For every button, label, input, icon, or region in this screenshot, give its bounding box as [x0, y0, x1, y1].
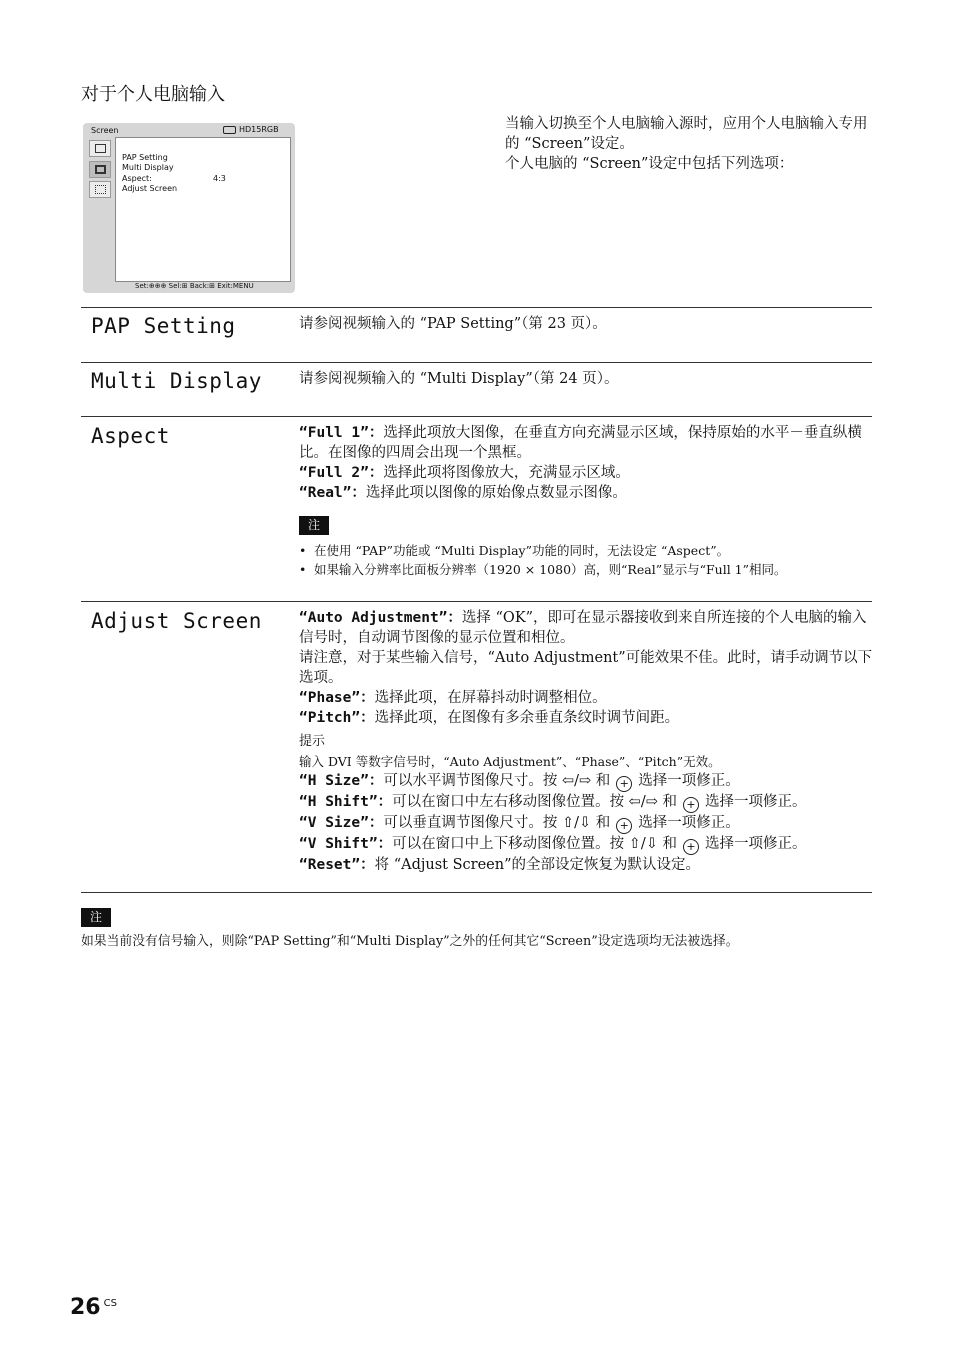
intro-line-1: 当输入切换至个人电脑输入源时，应用个人电脑输入专用的 “Screen”设定。: [505, 116, 868, 152]
desc-adjust-screen: [299, 608, 874, 875]
intro-line-2: 个人电脑的 “Screen”设定中包括下列选项：: [505, 156, 794, 172]
setup-menu-icon: [89, 181, 111, 198]
page-suffix: CS: [103, 1297, 117, 1309]
osd-screen-figure: [83, 123, 295, 293]
term-pap-setting: PAP Setting: [91, 314, 236, 338]
intro-text: [505, 114, 875, 174]
osd-item-multi-display: Multi Display: [122, 163, 174, 172]
aspect-real: “Real”：选择此项以图像的原始像点数显示图像。: [299, 485, 627, 501]
input-icon: [223, 126, 236, 134]
adjust-auto: “Auto Adjustment”：选择 “OK”，即可在显示器接收到来自所连接的个人电脑的输入信号时，自动调节图像的显示位置和相位。: [299, 610, 867, 646]
term-multi-display: Multi Display: [91, 369, 262, 393]
note-badge: 注: [299, 516, 329, 535]
aspect-notes: [299, 541, 874, 579]
enter-button-icon: +: [616, 776, 632, 792]
adjust-phase: “Phase”：选择此项，在屏幕抖动时调整相位。: [299, 690, 607, 706]
screen-menu-icon: [89, 161, 111, 178]
desc-multi-display: 请参阅视频输入的 “Multi Display”（第 24 页）。: [299, 371, 619, 387]
osd-title: Screen: [91, 126, 119, 135]
adjust-reset: “Reset”：将 “Adjust Screen”的全部设定恢复为默认设定。: [299, 857, 700, 873]
desc-aspect: [299, 423, 874, 579]
osd-item-aspect: Aspect:: [122, 174, 152, 183]
term-aspect: Aspect: [91, 424, 170, 448]
adjust-h-size: “H Size”：可以水平调节图像尺寸。按 ⇦/⇨ 和 + 选择一项修正。: [299, 773, 740, 790]
adjust-v-size: “V Size”：可以垂直调节图像尺寸。按 ⇧/⇩ 和 + 选择一项修正。: [299, 815, 740, 832]
divider: [81, 416, 872, 417]
osd-item-adjust-screen: Adjust Screen: [122, 184, 178, 193]
osd-item-pap-setting: PAP Setting: [122, 153, 168, 162]
divider: [81, 362, 872, 363]
adjust-h-shift: “H Shift”：可以在窗口中左右移动图像位置。按 ⇦/⇨ 和 + 选择一项修正。: [299, 794, 807, 811]
bottom-note: [81, 906, 111, 927]
tip-text: 输入 DVI 等数字信号时，“Auto Adjustment”、“Phase”、“Pitch”无效。: [299, 754, 721, 769]
list-item: • 如果输入分辨率比面板分辨率（1920 × 1080）高，则“Real”显示与“Full 1”相同。: [299, 560, 874, 579]
adjust-caution: 请注意，对于某些输入信号，“Auto Adjustment”可能效果不佳。此时，请手动调节以下选项。: [299, 650, 873, 686]
aspect-full2: “Full 2”：选择此项将图像放大，充满显示区域。: [299, 465, 630, 481]
osd-input-indicator: [223, 125, 291, 135]
aspect-full1: “Full 1”：选择此项放大图像，在垂直方向充满显示区域，保持原始的水平－垂直纵横比。在图像的四周会出现一个黑框。: [299, 425, 862, 461]
enter-button-icon: +: [683, 839, 699, 855]
divider: [81, 307, 872, 308]
osd-menu-pane: [115, 137, 291, 282]
osd-aspect-value: 4:3: [213, 174, 226, 183]
note-badge: 注: [81, 908, 111, 927]
enter-button-icon: +: [683, 797, 699, 813]
adjust-pitch: “Pitch”：选择此项，在图像有多余垂直条纹时调节间距。: [299, 710, 680, 726]
adjust-v-shift: “V Shift”：可以在窗口中上下移动图像位置。按 ⇧/⇩ 和 + 选择一项修正。: [299, 836, 807, 853]
divider: [81, 892, 872, 893]
list-item: • 在使用 “PAP”功能或 “Multi Display”功能的同时，无法设定 “Aspect”。: [299, 541, 874, 560]
divider: [81, 601, 872, 602]
page-number: 26 $^{CS}$: [70, 1295, 117, 1320]
section-heading: 对于个人电脑输入: [81, 84, 225, 105]
enter-button-icon: +: [616, 818, 632, 834]
osd-input-label: HD15RGB: [239, 125, 279, 134]
osd-footer-help: Set:⊕⊕⊕ Sel:⊞ Back:⊞ Exit:MENU: [135, 282, 254, 290]
tip-label: 提示: [299, 734, 326, 749]
desc-pap-setting: 请参阅视频输入的 “PAP Setting”（第 23 页）。: [299, 316, 607, 332]
bottom-note-text: 如果当前没有信号输入，则除“PAP Setting”和“Multi Display”之外的任何其它“Screen”设定选项均无法被选择。: [81, 934, 739, 949]
term-adjust-screen: Adjust Screen: [91, 609, 262, 633]
picture-menu-icon: [89, 140, 111, 157]
